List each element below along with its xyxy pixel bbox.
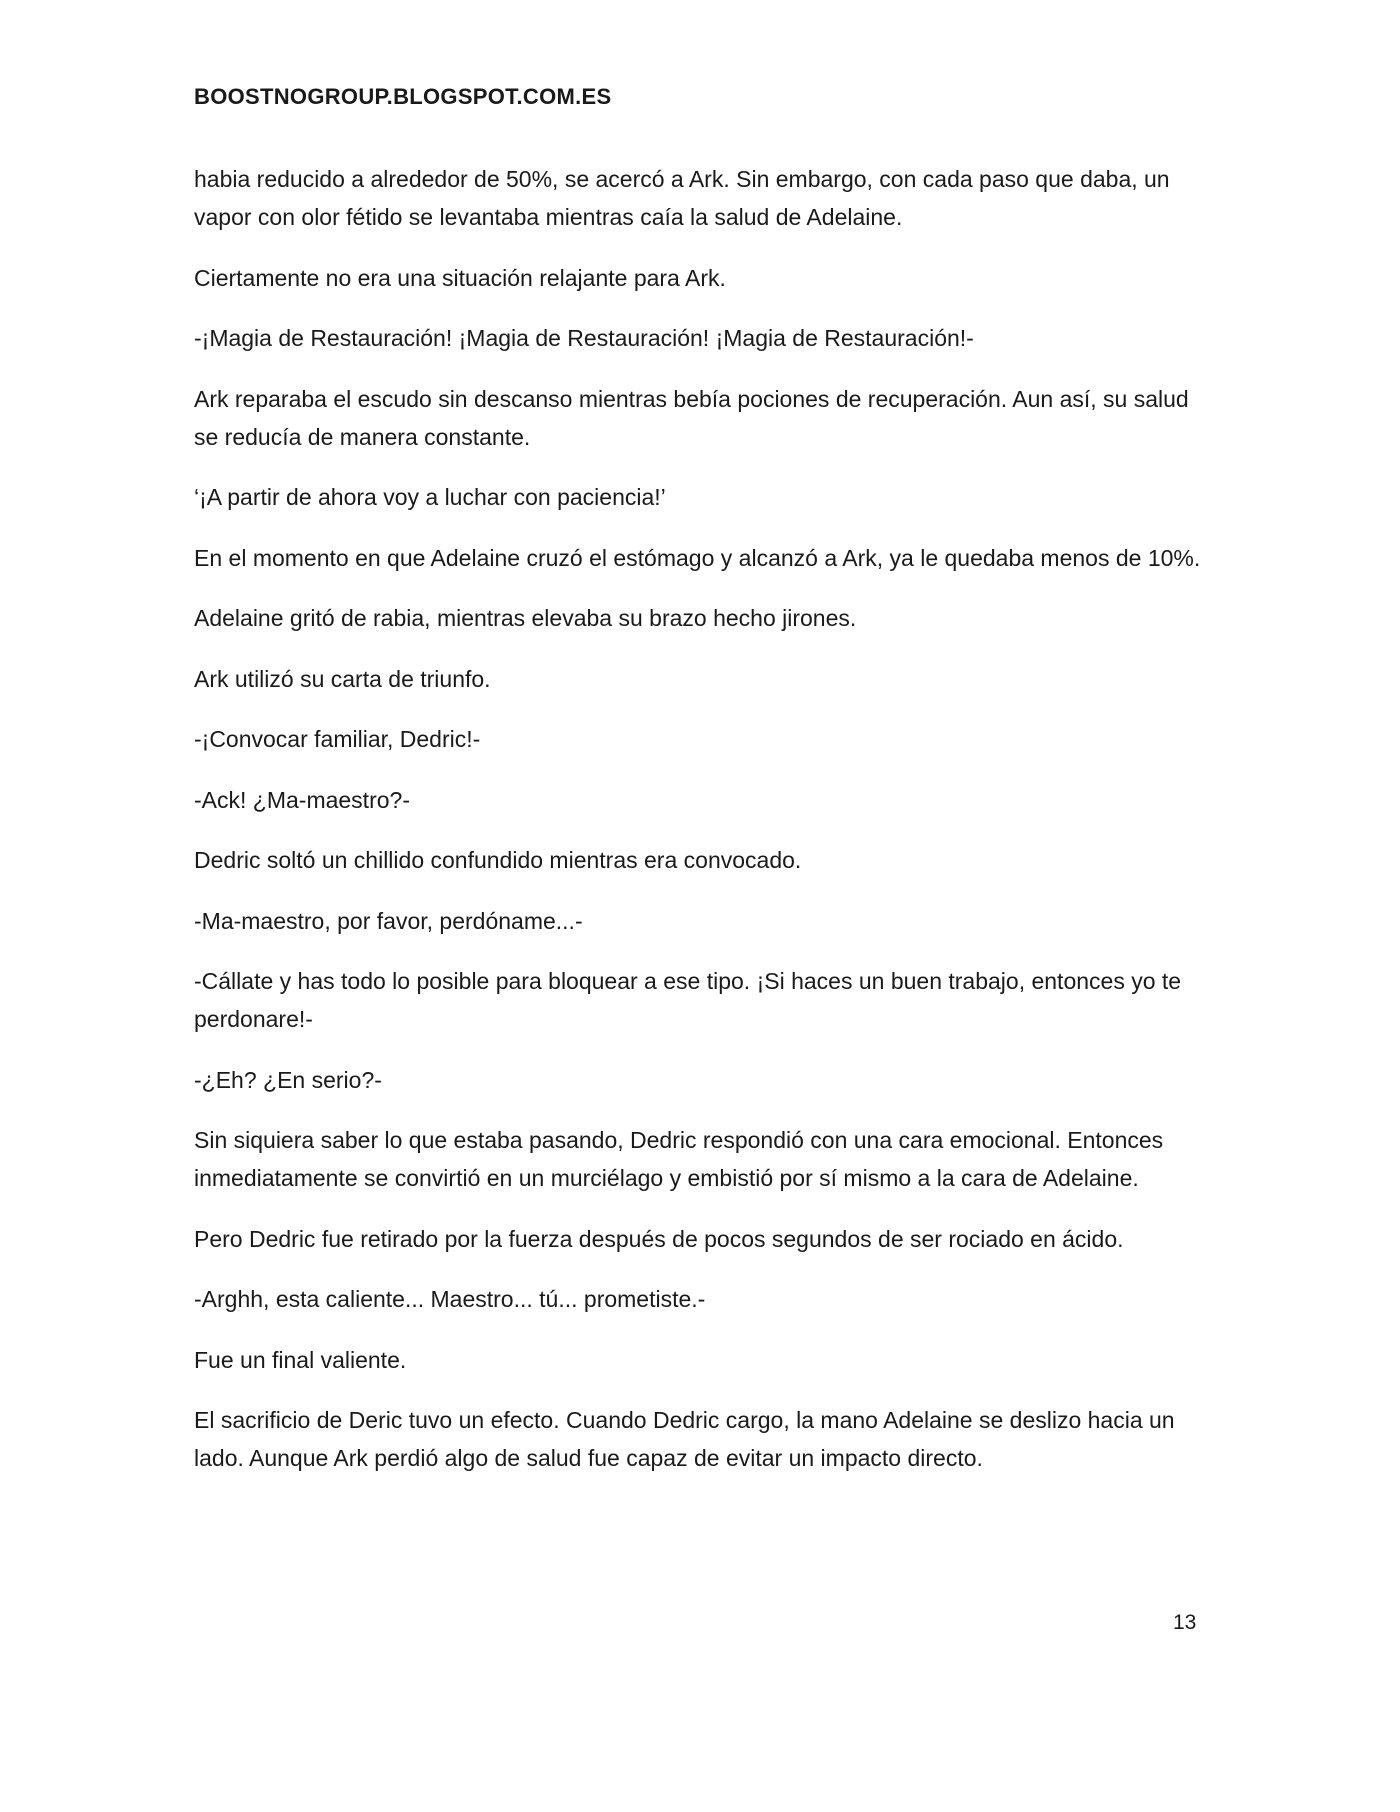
paragraph: -¡Convocar familiar, Dedric!- [194, 726, 481, 752]
paragraph: Ark reparaba el escudo sin descanso mientras bebía pociones de recuperación. Aun así, su salud se reducía de manera constante. [194, 385, 1189, 450]
paragraph: Adelaine gritó de rabia, mientras elevaba su brazo hecho jirones. [194, 605, 857, 631]
paragraph: habia reducido a alrededor de 50%, se acercó a Ark. Sin embargo, con cada paso que daba, un vapor con olor fétido se levantaba mientras caía la salud de Adelaine. [194, 166, 1170, 230]
paragraph: -Arghh, esta caliente... Maestro... tú... prometiste.- [194, 1286, 706, 1312]
paragraph: Ark utilizó su carta de triunfo. [194, 665, 491, 692]
paragraph: -¿Eh? ¿En serio?- [194, 1066, 382, 1093]
paragraph: -Cállate y has todo lo posible para bloquear a ese tipo. ¡Si haces un buen trabajo, entonces yo te perdonare!- [194, 968, 1182, 1032]
paragraph: Ciertamente no era una situación relajante para Ark. [194, 264, 726, 291]
paragraph: Fue un final valiente. [194, 1346, 407, 1373]
paragraph: -¡Magia de Restauración! ¡Magia de Restauración! ¡Magia de Restauración!- [194, 325, 974, 351]
paragraph: ‘¡A partir de ahora voy a luchar con paciencia!’ [194, 484, 666, 510]
body-text [194, 160, 1214, 1500]
paragraph: -Ack! ¿Ma-maestro?- [194, 786, 410, 813]
paragraph: -Ma-maestro, por favor, perdóname...- [194, 907, 583, 934]
page-number: 13 [1173, 1611, 1197, 1634]
paragraph: Sin siquiera saber lo que estaba pasando, Dedric respondió con una cara emocional. Entonces inmediatamente se convirtió en un murciélago y embistió por sí mismo a la cara de Adelaine. [194, 1127, 1164, 1191]
page-header: BOOSTNOGROUP.BLOGSPOT.COM.ES [194, 84, 612, 109]
paragraph: El sacrificio de Deric tuvo un efecto. Cuando Dedric cargo, la mano Adelaine se deslizo hacia un lado. Aunque Ark perdió algo de salud fue capaz de evitar un impacto directo. [194, 1407, 1175, 1471]
paragraph: Pero Dedric fue retirado por la fuerza después de pocos segundos de ser rociado en ácido. [194, 1225, 1124, 1252]
paragraph: Dedric soltó un chillido confundido mientras era convocado. [194, 847, 802, 873]
paragraph: En el momento en que Adelaine cruzó el estómago y alcanzó a Ark, ya le quedaba menos de 10%. [194, 544, 1201, 571]
